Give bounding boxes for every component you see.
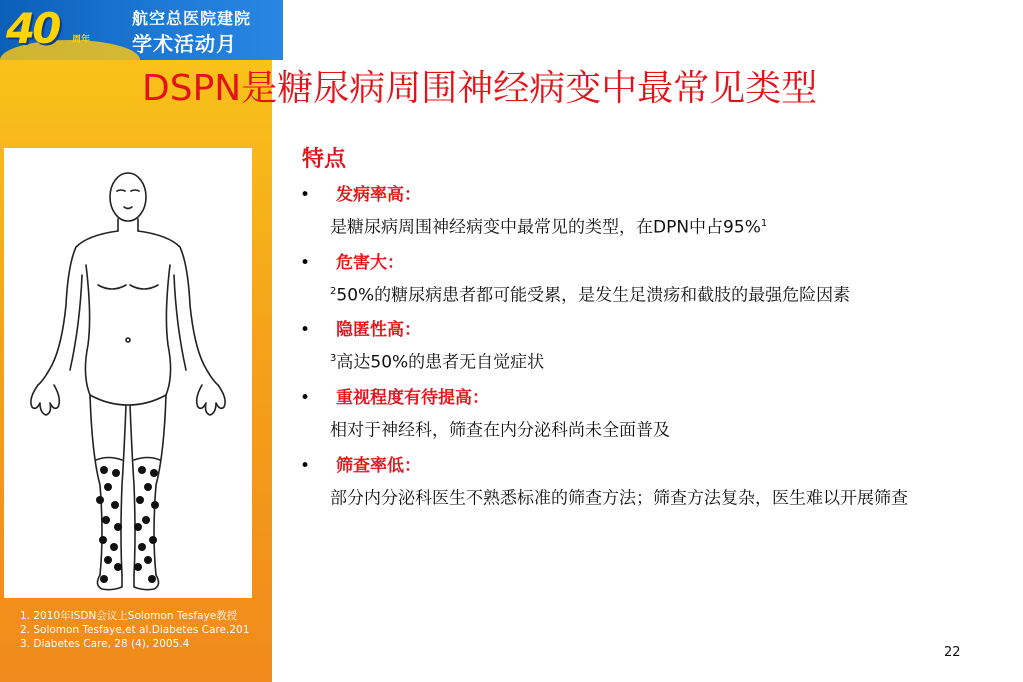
references [20,609,268,651]
description-text: 是糖尿病周围神经病变中最常见的类型，在DPN中占95% [330,217,761,238]
item-label: 危害大： [336,252,404,273]
item-description [300,482,930,512]
item-label: 筛查率低： [336,455,421,476]
list-item-header [300,247,950,279]
list-item-header [300,382,950,414]
item-description [300,279,930,309]
logo-hospital-name: 航空总医院建院 [132,9,252,28]
list-item-header [300,179,950,211]
list-item [300,247,950,309]
bullet-icon: • [300,387,311,408]
section-heading: 特点 [302,147,347,172]
list-item [300,314,950,376]
bullet-icon: • [300,252,311,273]
footnote-marker: 2 [330,285,337,297]
bullet-icon: • [300,455,311,476]
logo-event-name: 学术活动月 [132,32,237,56]
bullet-icon: • [300,320,311,341]
footnote-marker: 3 [330,353,337,365]
item-description [300,211,950,241]
description-text: 相对于神经科，筛查在内分泌科尚未全面普及 [330,420,670,441]
logo-anniversary-sub: 周年 [72,35,91,45]
item-label: 重视程度有待提高： [336,387,489,408]
list-item [300,179,950,241]
item-description [300,414,950,444]
reference-item: 3. Diabetes Care, 28 (4), 2005.4 [20,638,190,650]
item-description [300,346,950,376]
reference-item: 1. 2010年ISDN会议上Solomon Tesfaye教授 [20,610,238,622]
description-text: 50%的糖尿病患者都可能受累，是发生足溃疡和截肢的最强危险因素 [336,285,851,306]
body-diagram-illustration [8,155,248,595]
slide-title: DSPN是糖尿病周围神经病变中最常见类型 [142,68,818,109]
logo-anniversary-number: 40 [6,4,59,53]
page-number: 22 [944,645,961,660]
list-item-header [300,314,950,346]
bullet-icon: • [300,185,311,205]
list-item-header [300,450,950,482]
characteristics-section [300,142,950,517]
item-label: 隐匿性高： [336,320,421,341]
header-logo [0,0,283,60]
footnote-marker: 1 [760,218,768,229]
description-text: 部分内分泌科医生不熟悉标准的筛查方法；筛查方法复杂，医生难以开展筛查 [330,488,908,509]
reference-item: 2. Solomon Tesfaye,et al.Diabetes Care.201 [20,624,250,636]
item-label: 发病率高： [336,185,421,205]
list-item [300,450,950,512]
list-item [300,382,950,444]
description-text: 高达50%的患者无自觉症状 [336,352,545,373]
